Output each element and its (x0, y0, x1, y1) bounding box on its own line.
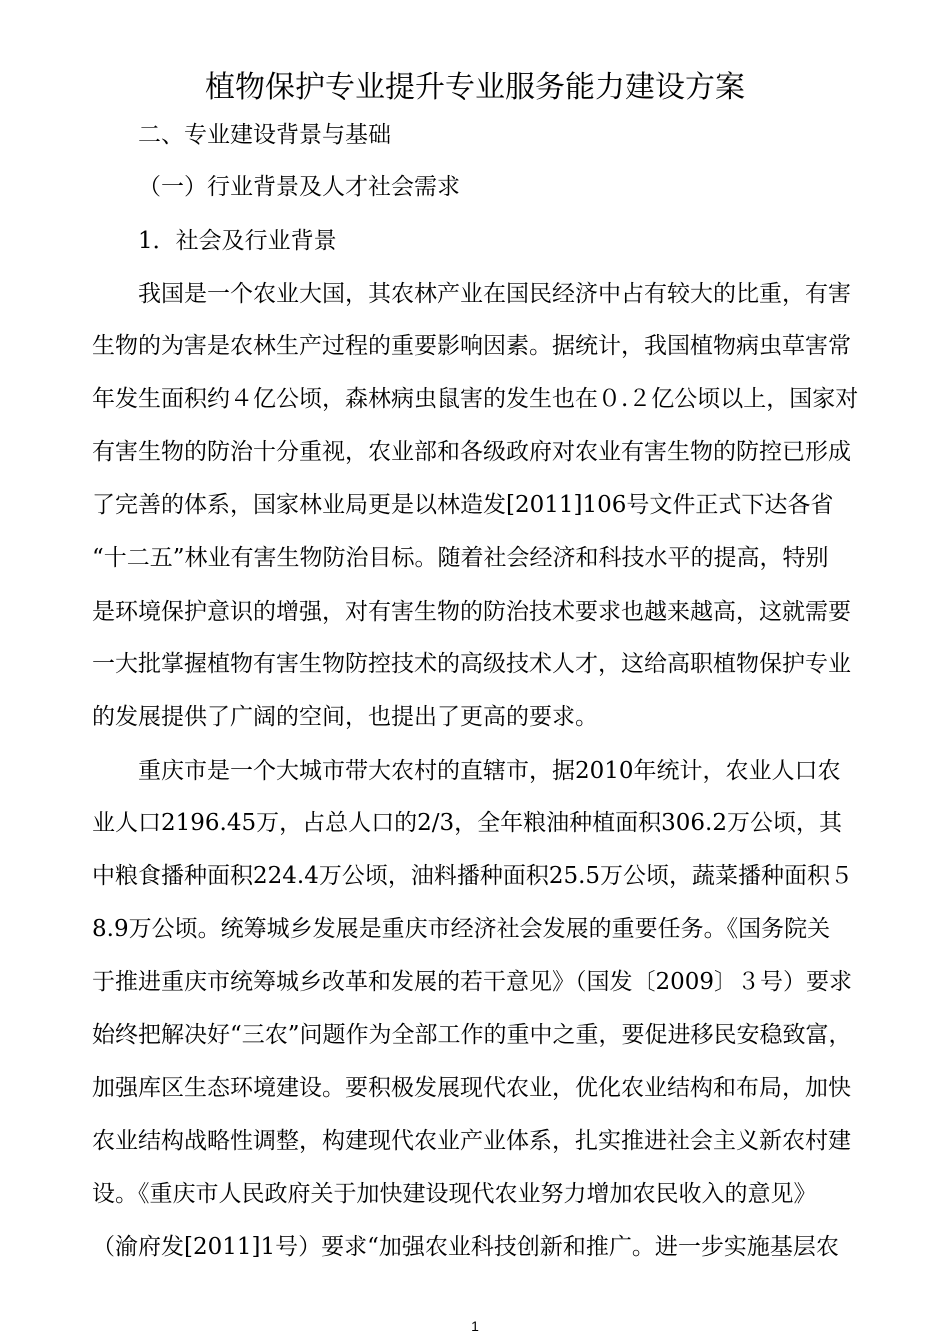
text-line: 于推进重庆市统筹城乡改革和发展的若干意见》（国发〔2009〕３号）要求 (92, 969, 853, 995)
sub-subsection-heading: 1．社会及行业背景 (138, 228, 337, 254)
section-heading: 二、专业建设背景与基础 (138, 122, 391, 148)
subsection-heading: （一）行业背景及人才社会需求 (138, 174, 460, 200)
text-line: 设。《重庆市人民政府关于加快建设现代农业努力增加农民收入的意见》 (92, 1181, 817, 1207)
text-line: 重庆市是一个大城市带大农村的直辖市，据2010年统计，农业人口农 (138, 758, 841, 784)
text-line: 农业结构战略性调整，构建现代农业产业体系，扎实推进社会主义新农村建 (92, 1128, 851, 1154)
text-line: 中粮食播种面积224.4万公顷，油料播种面积25.5万公顷，蔬菜播种面积５ (92, 863, 854, 889)
text-line: 我国是一个农业大国，其农林产业在国民经济中占有较大的比重，有害 (138, 281, 851, 307)
text-line: 了完善的体系，国家林业局更是以林造发[2011]106号文件正式下达各省 (92, 492, 834, 518)
document-title: 植物保护专业提升专业服务能力建设方案 (205, 70, 745, 105)
text-line: 是环境保护意识的增强，对有害生物的防治技术要求也越来越高，这就需要 (92, 599, 851, 625)
text-line: 年发生面积约４亿公顷，森林病虫鼠害的发生也在０.２亿公顷以上，国家对 (92, 386, 859, 412)
text-line: “十二五”林业有害生物防治目标。随着社会经济和科技水平的提高，特别 (92, 545, 829, 571)
text-line: （渝府发[2011]1号）要求“加强农业科技创新和推广。进一步实施基层农 (92, 1234, 839, 1260)
text-line: 一大批掌握植物有害生物防控技术的高级技术人才，这给高职植物保护专业 (92, 651, 851, 677)
text-line: 生物的为害是农林生产过程的重要影响因素。据统计，我国植物病虫草害常 (92, 333, 851, 359)
page-number: 1 (471, 1318, 479, 1334)
text-line: 加强库区生态环境建设。要积极发展现代农业，优化农业结构和布局，加快 (92, 1075, 851, 1101)
text-line: 的发展提供了广阔的空间，也提出了更高的要求。 (92, 704, 598, 730)
text-line: 业人口2196.45万，占总人口的2/3，全年粮油种植面积306.2万公顷，其 (92, 810, 842, 836)
text-line: 始终把解决好“三农”问题作为全部工作的重中之重，要促进移民安稳致富， (92, 1022, 852, 1048)
text-line: 8.9万公顷。统筹城乡发展是重庆市经济社会发展的重要任务。《国务院关 (92, 916, 831, 942)
text-line: 有害生物的防治十分重视，农业部和各级政府对农业有害生物的防控已形成 (92, 439, 851, 465)
